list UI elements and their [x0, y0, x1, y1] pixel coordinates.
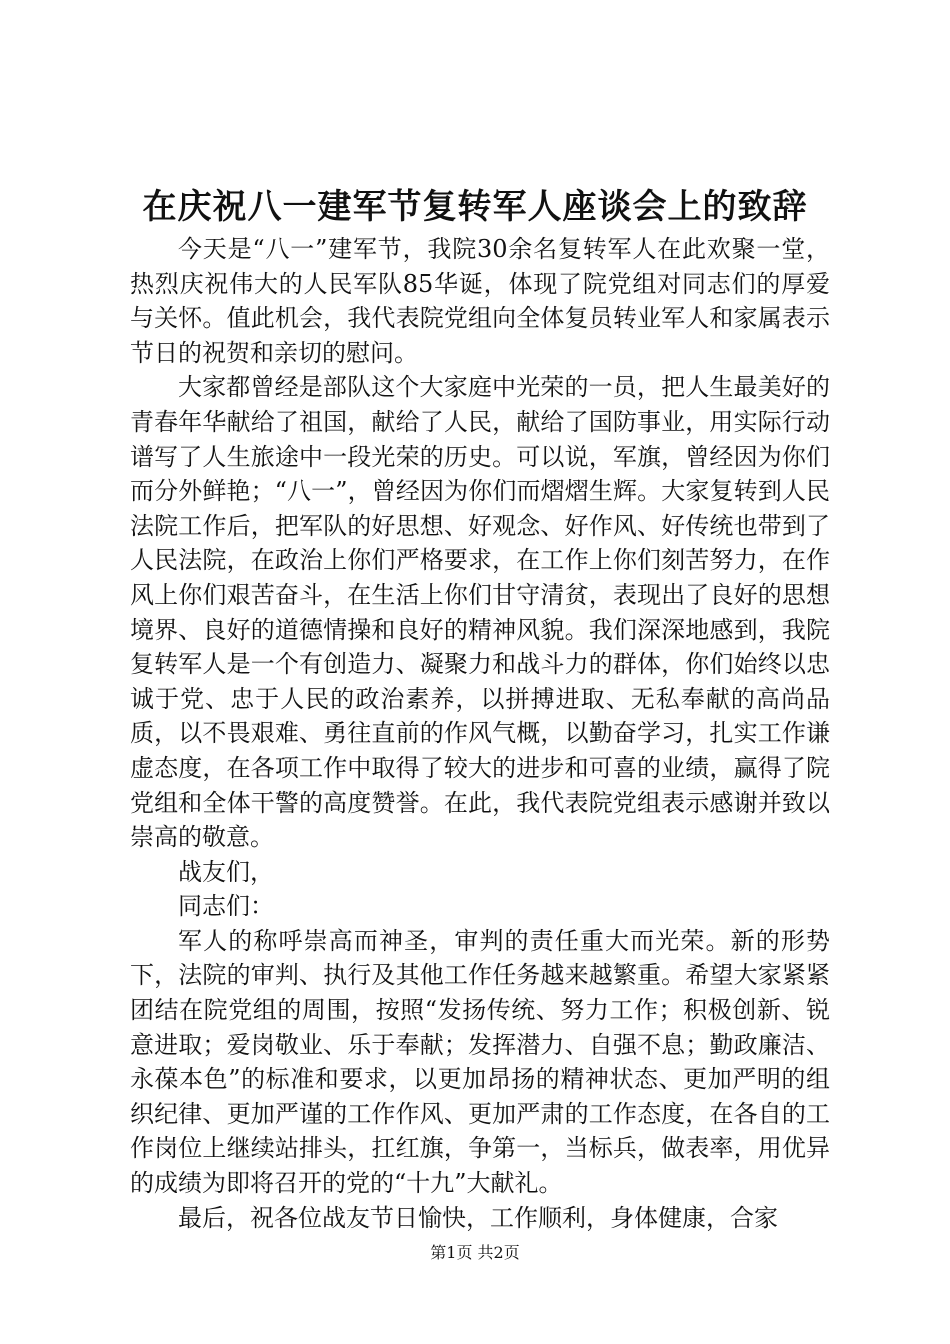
page-number: 第1页 共2页 [430, 1243, 520, 1262]
paragraph-expectations: 军人的称呼崇高而神圣，审判的责任重大而光荣。新的形势下，法院的审判、执行及其他工作任务越来越繁重。希望大家紧紧团结在院党组的周围，按照“发扬传统、努力工作；积极创新、锐意进取；爱岗敬业、乐于奉献；发挥潜力、自强不息；勤政廉洁、永葆本色”的标准和要求，以更加昂扬的精神状态、更加严明的组织纪律、更加严谨的工作作风、更加严肃的工作态度，在各自的工作岗位上继续站排头，扛红旗，争第一，当标兵，做表率，用优异的成绩为即将召开的党的“十九”大献礼。 [130, 926, 830, 1198]
document-body [130, 232, 830, 1235]
salutation-comrades: 战友们， [178, 857, 274, 886]
paragraph-tribute: 大家都曾经是部队这个大家庭中光荣的一员，把人生最美好的青春年华献给了祖国，献给了人民，献给了国防事业，用实际行动谱写了人生旅途中一段光荣的历史。可以说，军旗，曾经因为你们而分外鲜艳；“八一”，曾经因为你们而熠熠生辉。大家复转到人民法院工作后，把军队的好思想、好观念、好作风、好传统也带到了人民法院，在政治上你们严格要求，在工作上你们刻苦努力，在作风上你们艰苦奋斗，在生活上你们甘守清贫，表现出了良好的思想境界、良好的道德情操和良好的精神风貌。我们深深地感到，我院复转军人是一个有创造力、凝聚力和战斗力的群体，你们始终以忠诚于党、忠于人民的政治素养，以拼搏进取、无私奉献的高尚品质，以不畏艰难、勇往直前的作风气概，以勤奋学习，扎实工作谦虚态度，在各项工作中取得了较大的进步和可喜的业绩，赢得了院党组和全体干警的高度赞誉。在此，我代表院党组表示感谢并致以崇高的敬意。 [130, 373, 830, 852]
paragraph-greeting: 今天是“八一”建军节，我院30余名复转军人在此欢聚一堂，热烈庆祝伟大的人民军队85华诞，体现了院党组对同志们的厚爱与关怀。值此机会，我代表院党组向全体复员转业军人和家属表示节日的祝贺和亲切的慰问。 [130, 235, 830, 367]
salutation-colleagues: 同志们： [178, 892, 274, 921]
document-title: 在庆祝八一建军节复转军人座谈会上的致辞 [142, 187, 808, 227]
paragraph-closing: 最后，祝各位战友节日愉快，工作顺利，身体健康，合家 [178, 1203, 778, 1232]
